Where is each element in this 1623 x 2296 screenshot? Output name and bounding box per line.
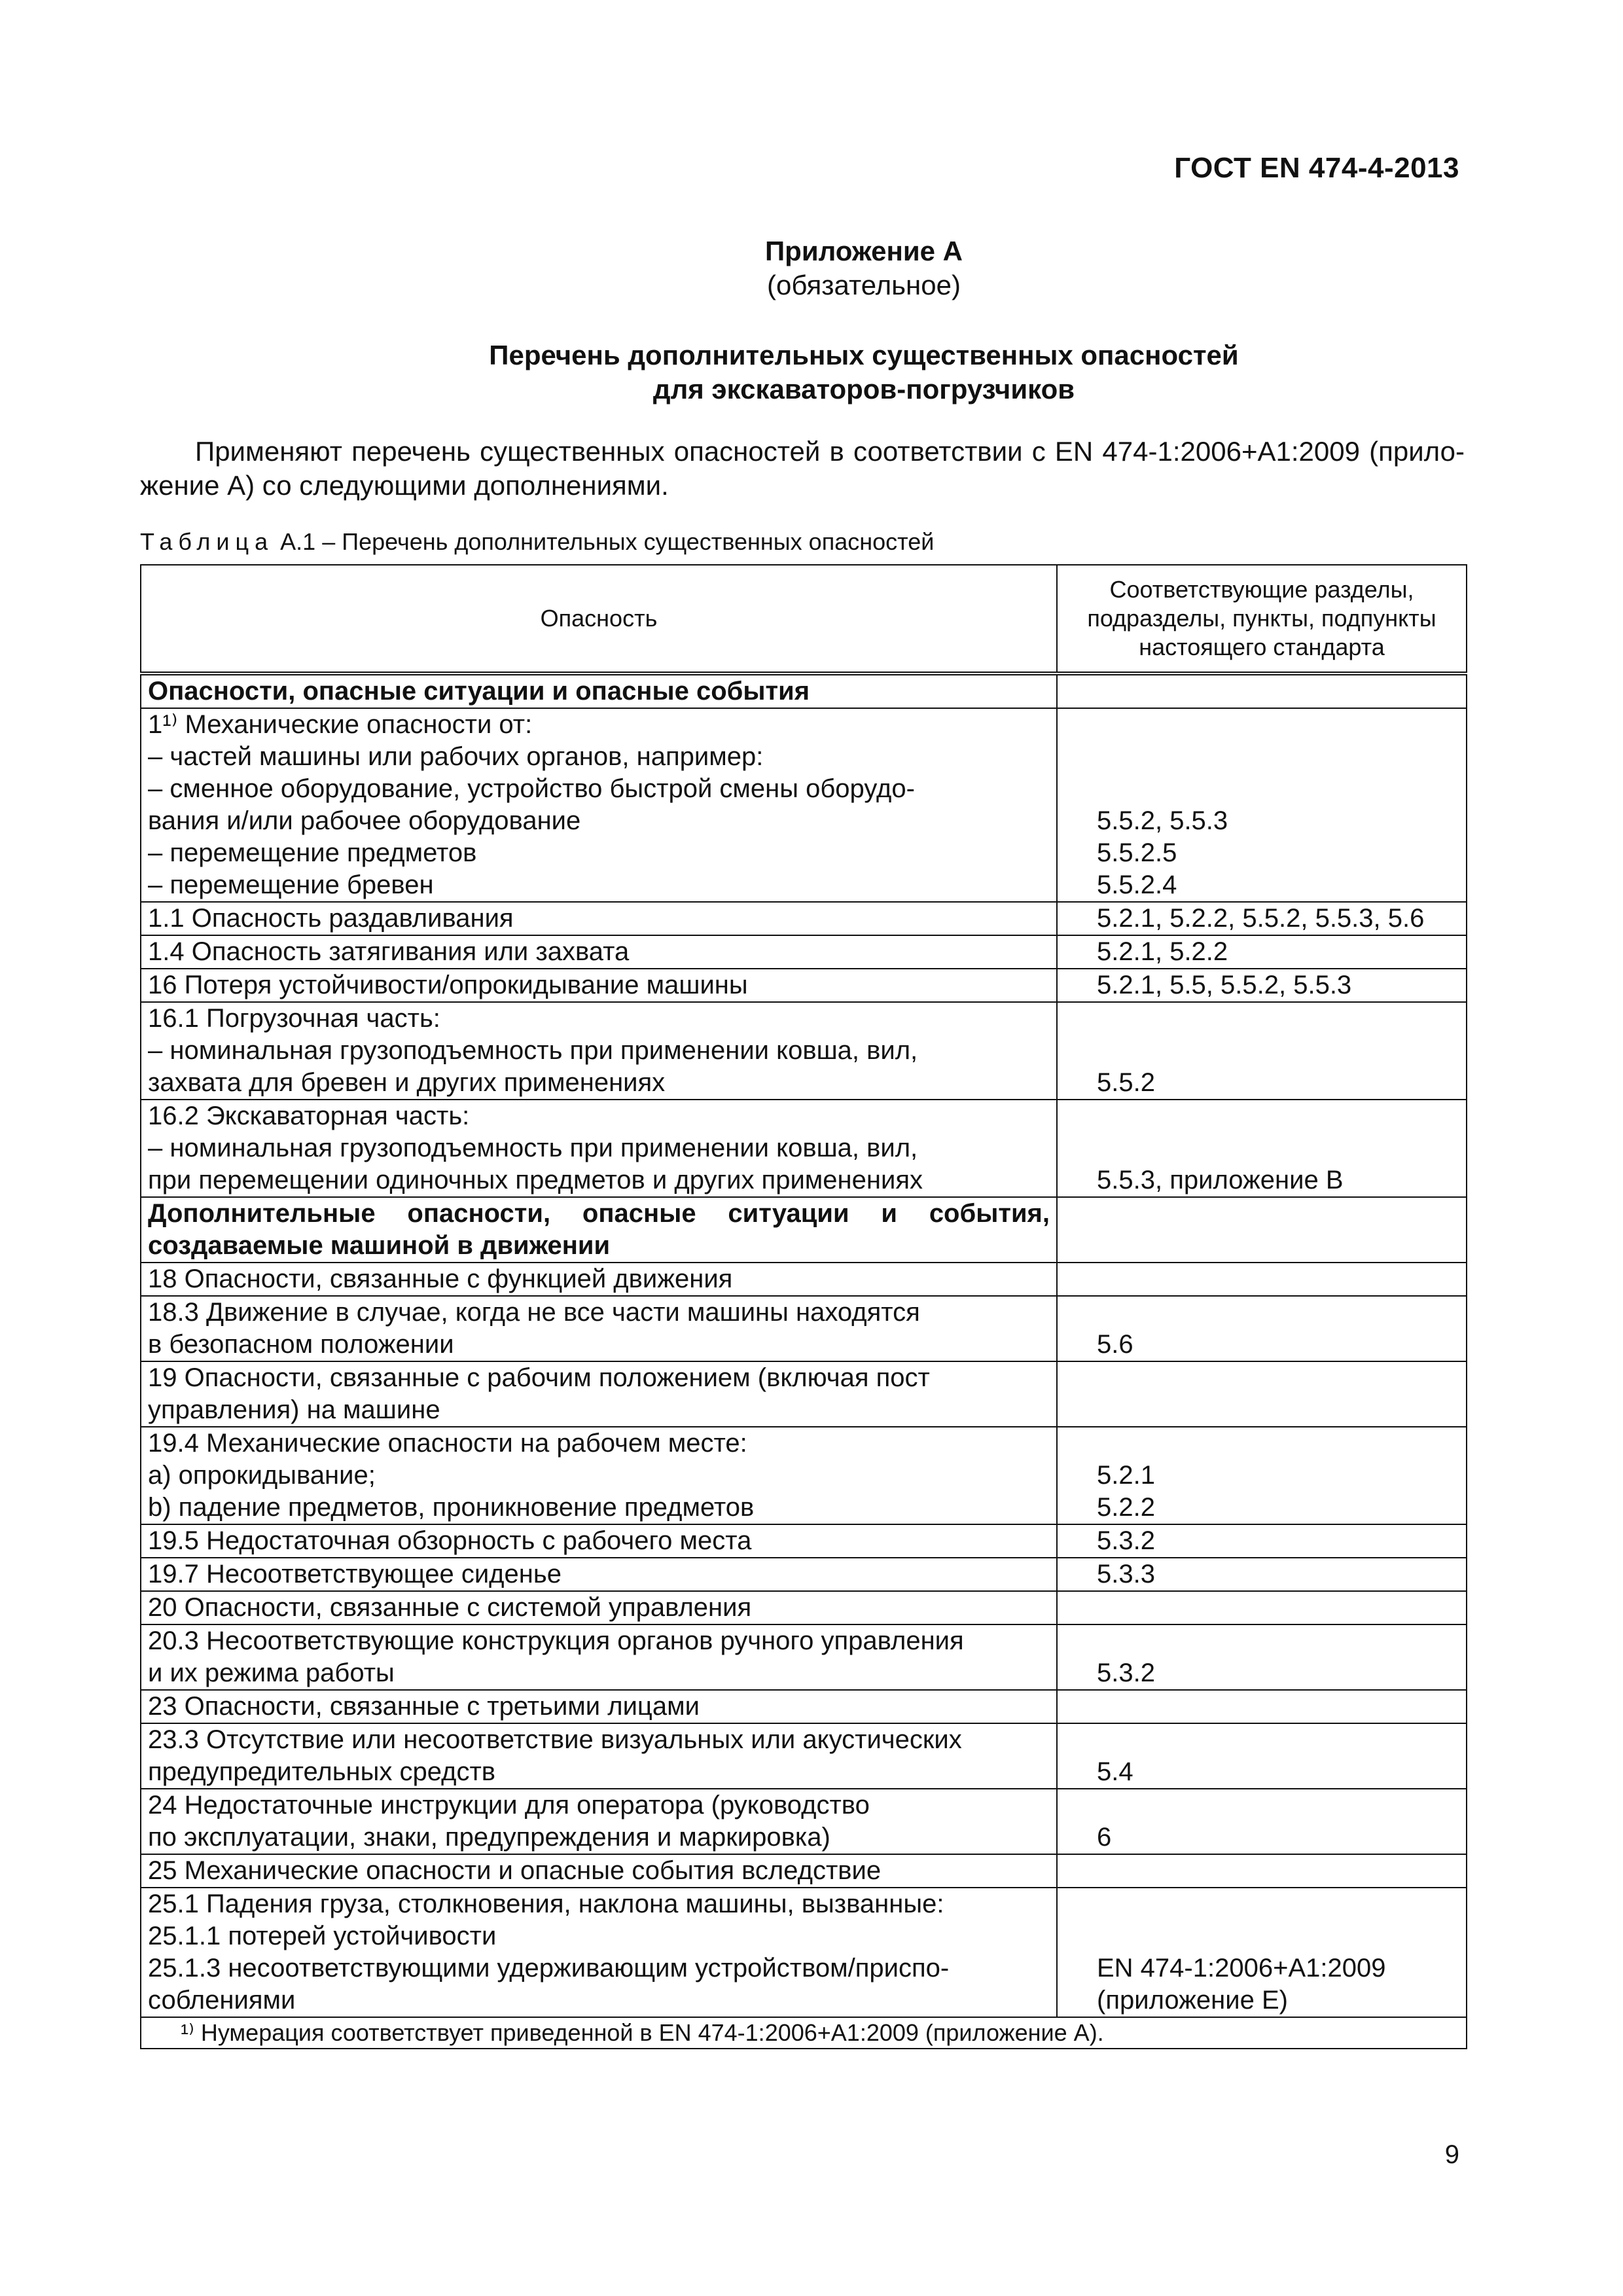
table-row: [141, 1854, 1467, 1888]
table-row: [141, 1361, 1467, 1427]
document-code: ГОСТ EN 474-4-2013: [1174, 152, 1459, 184]
table-row: [141, 902, 1467, 935]
reference-cell: [1057, 1263, 1467, 1296]
hazard-cell: Дополнительные опасности, опасные ситуации и события, создаваемые машиной в движении: [141, 1197, 1057, 1263]
hazard-cell: 25.1 Падения груза, столкновения, наклона машины, вызванные: 25.1.1 потерей устойчивости 25.1.3 несоответствующими удерживающим устройством/приспо- соблениями: [141, 1888, 1057, 2017]
hazard-cell: 25 Механические опасности и опасные события вследствие: [141, 1854, 1057, 1888]
reference-cell: 5.6: [1057, 1296, 1467, 1361]
hazard-cell: 1¹⁾ Механические опасности от: – частей машины или рабочих органов, например: – сменное оборудование, устройство быстрой смены оборудо- вания и/или рабочее оборудование – перемещение предметов – перемещение бревен: [141, 708, 1057, 902]
reference-cell: [1057, 1197, 1467, 1263]
reference-cell: 5.3.2: [1057, 1624, 1467, 1690]
hazard-cell: 20.3 Несоответствующие конструкция органов ручного управления и их режима работы: [141, 1624, 1057, 1690]
hazard-cell: 19 Опасности, связанные с рабочим положением (включая пост управления) на машине: [141, 1361, 1057, 1427]
page-number: 9: [1444, 2140, 1459, 2169]
reference-cell: EN 474-1:2006+A1:2009 (приложение Е): [1057, 1888, 1467, 2017]
hazard-cell: 1.4 Опасность затягивания или захвата: [141, 935, 1057, 969]
reference-cell: 5.2.1 5.2.2: [1057, 1427, 1467, 1524]
reference-cell: 5.3.3: [1057, 1558, 1467, 1591]
table-row: [141, 935, 1467, 969]
reference-cell: 5.4: [1057, 1723, 1467, 1789]
annex-title: Приложение А: [764, 236, 963, 266]
table-row: [141, 1197, 1467, 1263]
reference-cell: 6: [1057, 1789, 1467, 1854]
table-footnote: ¹⁾ Нумерация соответствует приведенной в EN 474-1:2006+A1:2009 (приложение А).: [141, 2017, 1467, 2049]
reference-cell: [1057, 673, 1467, 708]
table-row: [141, 1524, 1467, 1558]
reference-cell: 5.5.3, приложение В: [1057, 1100, 1467, 1197]
hazard-cell: 18.3 Движение в случае, когда не все части машины находятся в безопасном положении: [141, 1296, 1057, 1361]
table-row: [141, 1789, 1467, 1854]
reference-cell: 5.2.1, 5.5, 5.5.2, 5.5.3: [1057, 969, 1467, 1002]
reference-cell: [1057, 1854, 1467, 1888]
table-caption: [140, 528, 934, 556]
hazard-cell: 1.1 Опасность раздавливания: [141, 902, 1057, 935]
table-caption-label: Таблица: [140, 528, 274, 555]
hazard-cell: 16.1 Погрузочная часть: – номинальная грузоподъемность при применении ковша, вил, захвата для бревен и других применениях: [141, 1002, 1057, 1100]
table-row: [141, 1263, 1467, 1296]
hazard-cell: 23 Опасности, связанные с третьими лицами: [141, 1690, 1057, 1723]
reference-cell: 5.2.1, 5.2.2, 5.5.2, 5.5.3, 5.6: [1057, 902, 1467, 935]
table-row: [141, 1558, 1467, 1591]
table-row: [141, 1296, 1467, 1361]
section-title: Перечень дополнительных существенных опасностей для экскаваторов-погрузчиков: [489, 340, 1239, 404]
reference-cell: 5.5.2, 5.5.3 5.5.2.5 5.5.2.4: [1057, 708, 1467, 902]
reference-cell: 5.3.2: [1057, 1524, 1467, 1558]
table-row: [141, 1888, 1467, 2017]
hazards-table: [140, 564, 1467, 2049]
table-row: [141, 708, 1467, 902]
hazard-cell: 19.5 Недостаточная обзорность с рабочего места: [141, 1524, 1057, 1558]
reference-cell: [1057, 1591, 1467, 1624]
hazard-cell: 18 Опасности, связанные с функцией движения: [141, 1263, 1057, 1296]
hazard-cell: 23.3 Отсутствие или несоответствие визуальных или акустических предупредительных средств: [141, 1723, 1057, 1789]
annex-status: (обязательное): [767, 270, 961, 300]
table-row: [141, 1100, 1467, 1197]
hazard-cell: Опасности, опасные ситуации и опасные события: [141, 673, 1057, 708]
table-row: [141, 1427, 1467, 1524]
reference-cell: 5.5.2: [1057, 1002, 1467, 1100]
hazard-cell: 19.7 Несоответствующее сиденье: [141, 1558, 1057, 1591]
table-row: [141, 1002, 1467, 1100]
table-row: [141, 673, 1467, 708]
table-row: [141, 1723, 1467, 1789]
column-header-hazard: Опасность: [141, 565, 1057, 673]
hazard-cell: 24 Недостаточные инструкции для оператора (руководство по эксплуатации, знаки, предупреждения и маркировка): [141, 1789, 1057, 1854]
table-caption-text: А.1 – Перечень дополнительных существенных опасностей: [280, 528, 935, 555]
reference-cell: 5.2.1, 5.2.2: [1057, 935, 1467, 969]
reference-cell: [1057, 1361, 1467, 1427]
column-header-references: Соответствующие разделы, подразделы, пункты, подпункты настоящего стандарта: [1057, 565, 1467, 673]
reference-cell: [1057, 1690, 1467, 1723]
hazard-cell: 16 Потеря устойчивости/опрокидывание машины: [141, 969, 1057, 1002]
footnote-row: [141, 2017, 1467, 2049]
hazard-cell: 19.4 Механические опасности на рабочем месте: a) опрокидывание; b) падение предметов, проникновение предметов: [141, 1427, 1057, 1524]
table-row: [141, 1591, 1467, 1624]
table-row: [141, 1624, 1467, 1690]
hazard-cell: 16.2 Экскаваторная часть: – номинальная грузоподъемность при применении ковша, вил, при перемещении одиночных предметов и других применениях: [141, 1100, 1057, 1197]
intro-paragraph: Применяют перечень существенных опасностей в соответствии с EN 474-1:2006+A1:2009 (прило-жение А) со следующими дополнениями.: [140, 436, 1465, 501]
table-row: [141, 1690, 1467, 1723]
hazard-cell: 20 Опасности, связанные с системой управления: [141, 1591, 1057, 1624]
table-header-row: [141, 565, 1467, 673]
table-row: [141, 969, 1467, 1002]
